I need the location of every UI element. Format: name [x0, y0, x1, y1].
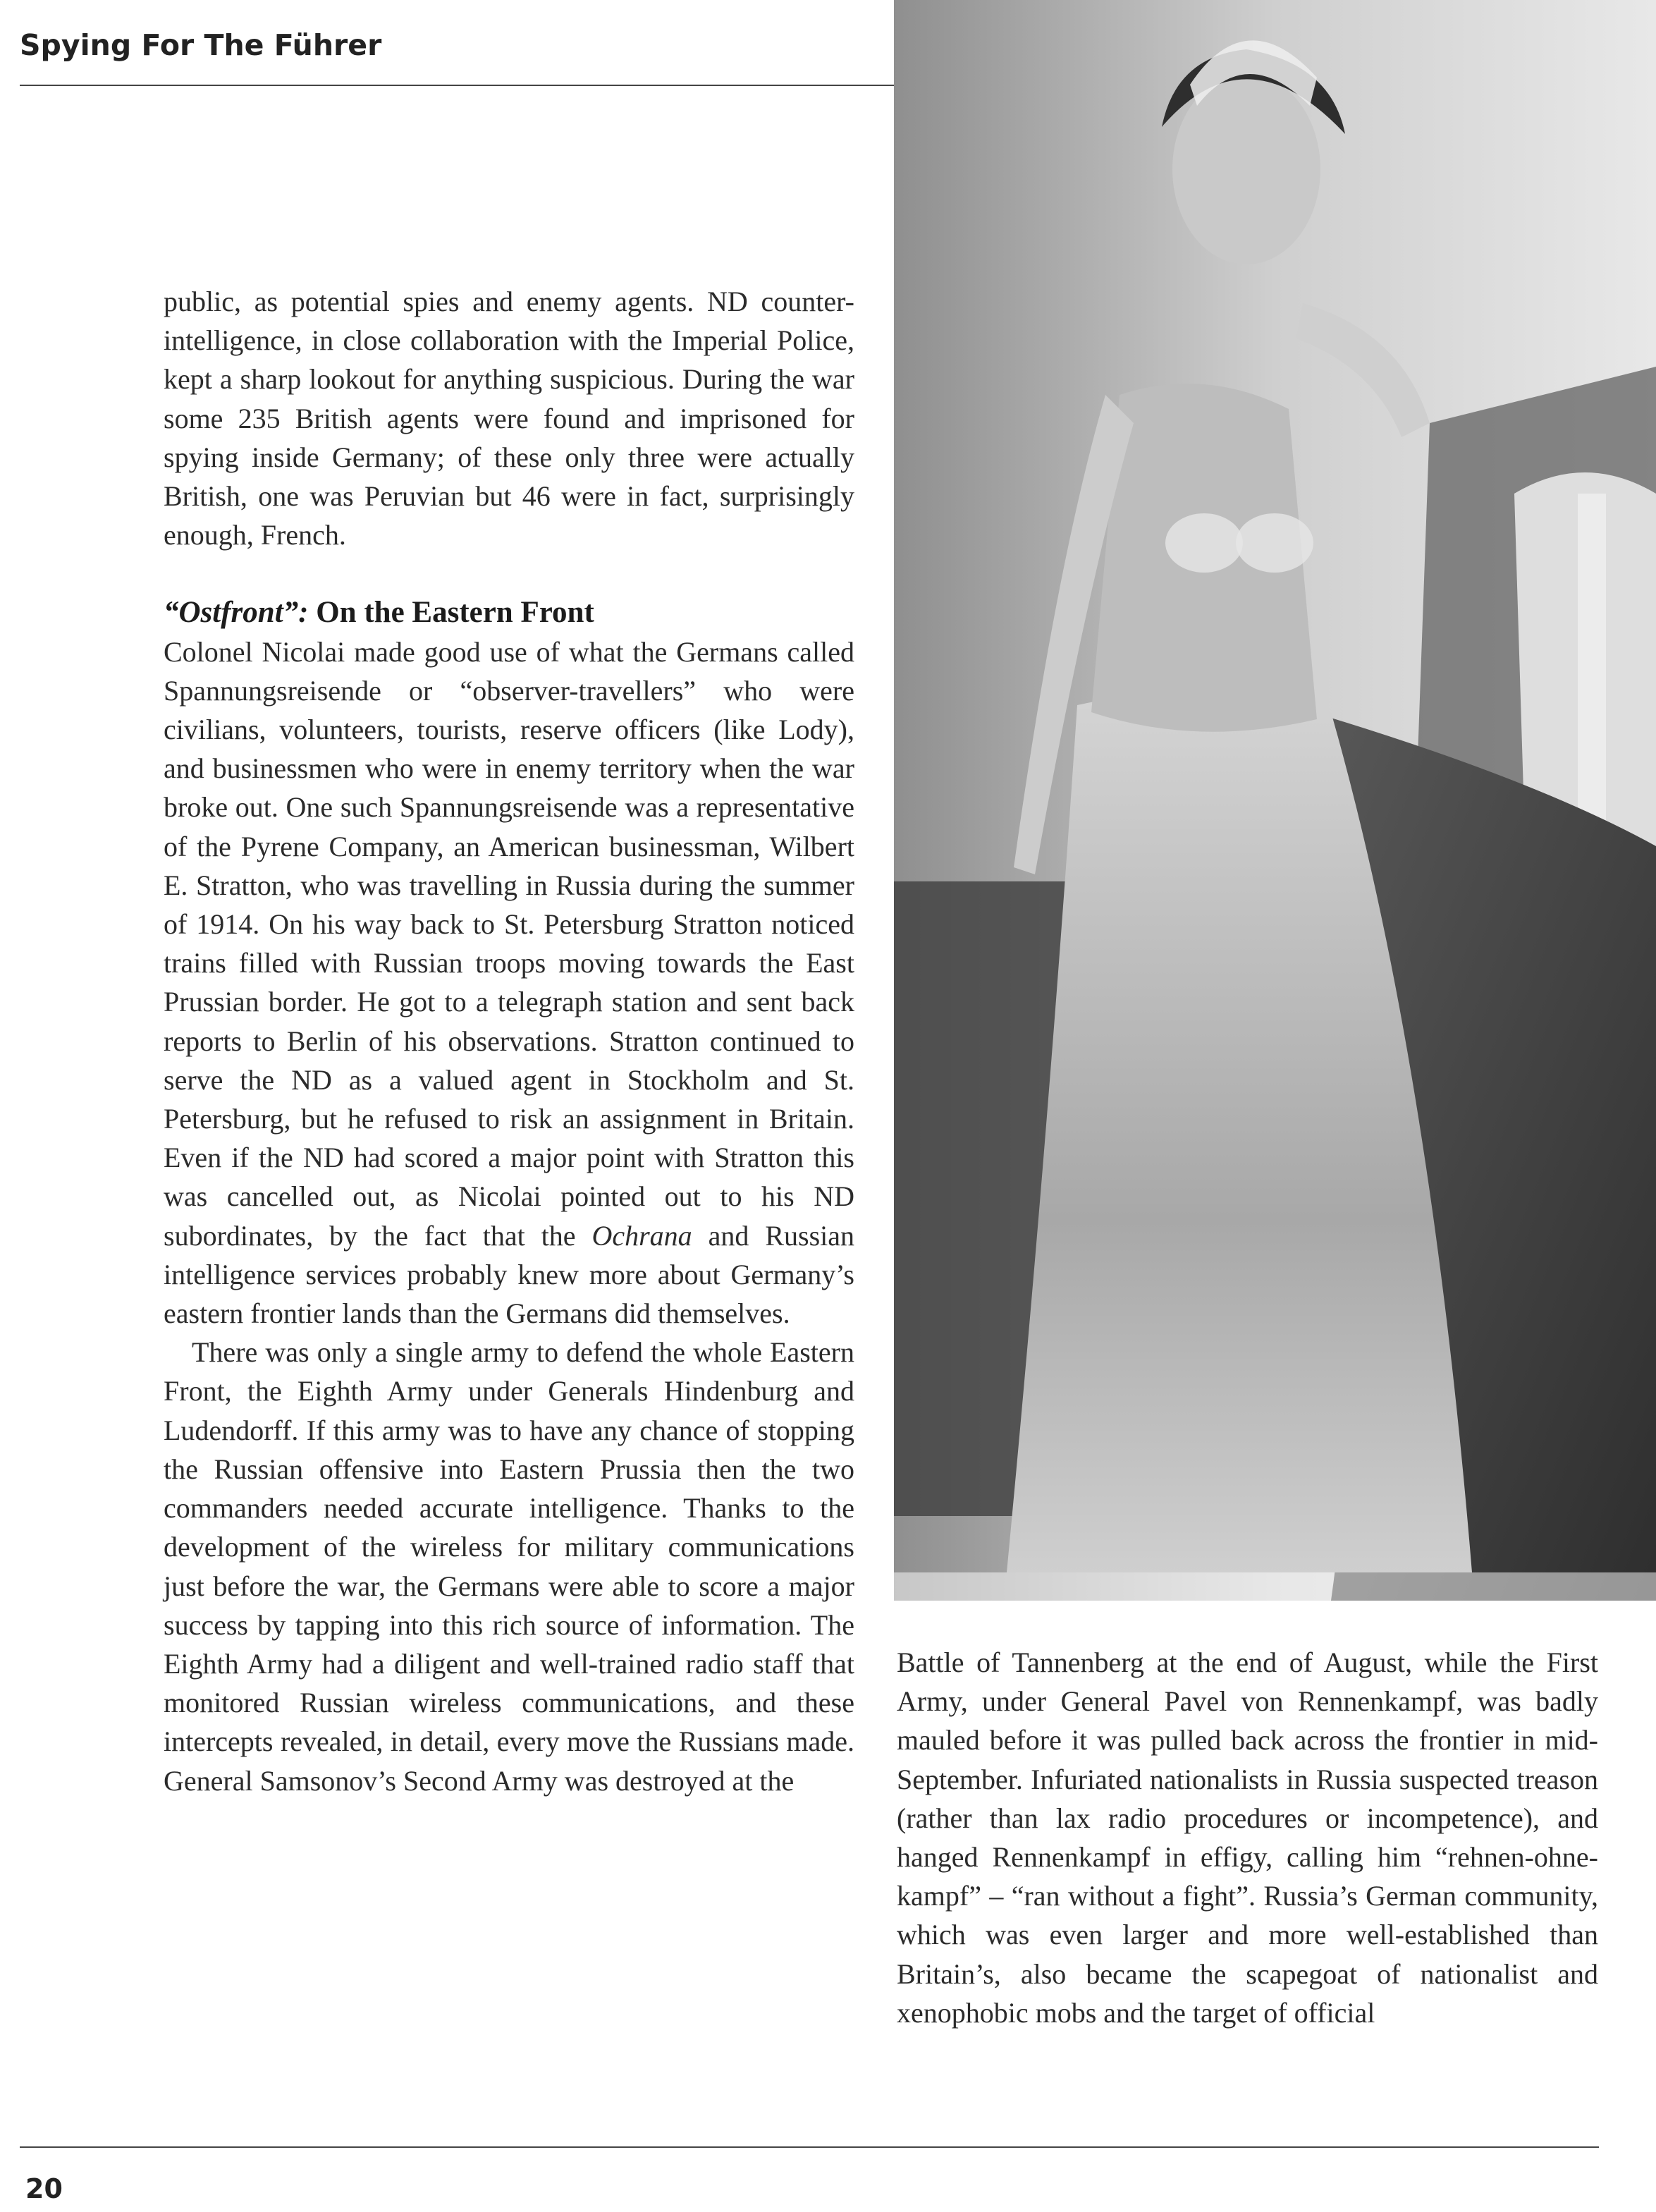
page-number: 20: [25, 2173, 63, 2204]
running-head: Spying For The Führer: [20, 28, 382, 62]
right-text-column: [897, 1643, 1598, 2032]
portrait-photograph: [894, 0, 1656, 1601]
portrait-figure-illustration: [894, 0, 1656, 1601]
italic-term: Ochrana: [591, 1219, 692, 1252]
left-text-column: [164, 282, 854, 1800]
header-rule: [20, 85, 894, 86]
paragraph: Battle of Tannenberg at the end of August, while the First Army, under General Pavel von Rennenkampf, was badly mauled before it was pulled back across the frontier in mid-September. Infuriated nationalists in Russia suspected treason (rather than lax radio procedures or incompetence), and hanged Rennenkampf in effigy, calling him “rehnen-ohne-kampf” – “ran without a fight”. Russia’s German community, which was even larger and more well-established than Britain’s, also became the scapegoat of nationalist and xenophobic mobs and the target of official: [897, 1646, 1598, 2029]
subheading-italic: “Ostfront”:: [164, 596, 309, 630]
paragraph-text: Colonel Nicolai made good use of what the Germans called Spannungsreisende or “observer-travellers” who were civilians, volunteers, tourists, reserve officers (like Lody), and businessmen who were in enemy territory when the war broke out. One such Spannungsreisende was a representative of the Pyrene Company, an American businessman, Wilbert E. Stratton, who was travelling in Russia during the summer of 1914. On his way back to St. Petersburg Stratton noticed trains filled with Russian troops moving towards the East Prussian border. He got to a telegraph station and sent back reports to Berlin of his observations. Stratton continued to serve the ND as a valued agent in Stockholm and St. Petersburg, but he refused to risk an assignment in Britain. Even if the ND had scored a major point with Stratton this was cancelled out, as Nicolai pointed out to his ND subordinates, by the fact that the: [164, 635, 854, 1252]
section-subheading: [164, 593, 854, 632]
paragraph: There was only a single army to defend the whole Eastern Front, the Eighth Army under Generals Hindenburg and Ludendorff. If this army was to have any chance of stopping the Russian offensive into Eastern Prussia then the two commanders needed accurate intelligence. Thanks to the development of the wireless for military communications just before the war, the Germans were able to score a major success by tapping into this rich source of information. The Eighth Army had a diligent and well-trained radio staff that monitored Russian wireless communications, and these intercepts revealed, in detail, every move the Russians made. General Samsonov’s Second Army was destroyed at the: [164, 1336, 854, 1797]
paragraph-gap: [164, 554, 854, 593]
subheading-text: On the Eastern Front: [308, 596, 594, 630]
paragraph-text: and Russian intelligence services probably knew more about Germany’s eastern frontier lands than the Germans did themselves.: [164, 1219, 854, 1330]
paragraph: [164, 633, 854, 1333]
footer-rule: [20, 2146, 1599, 2148]
paragraph: public, as potential spies and enemy agents. ND counter-intelligence, in close collaboration with the Imperial Police, kept a sharp lookout for anything suspicious. During the war some 235 British agents were found and imprisoned for spying inside Germany; of these only three were actually British, one was Peruvian but 46 were in fact, surprisingly enough, French.: [164, 286, 854, 551]
